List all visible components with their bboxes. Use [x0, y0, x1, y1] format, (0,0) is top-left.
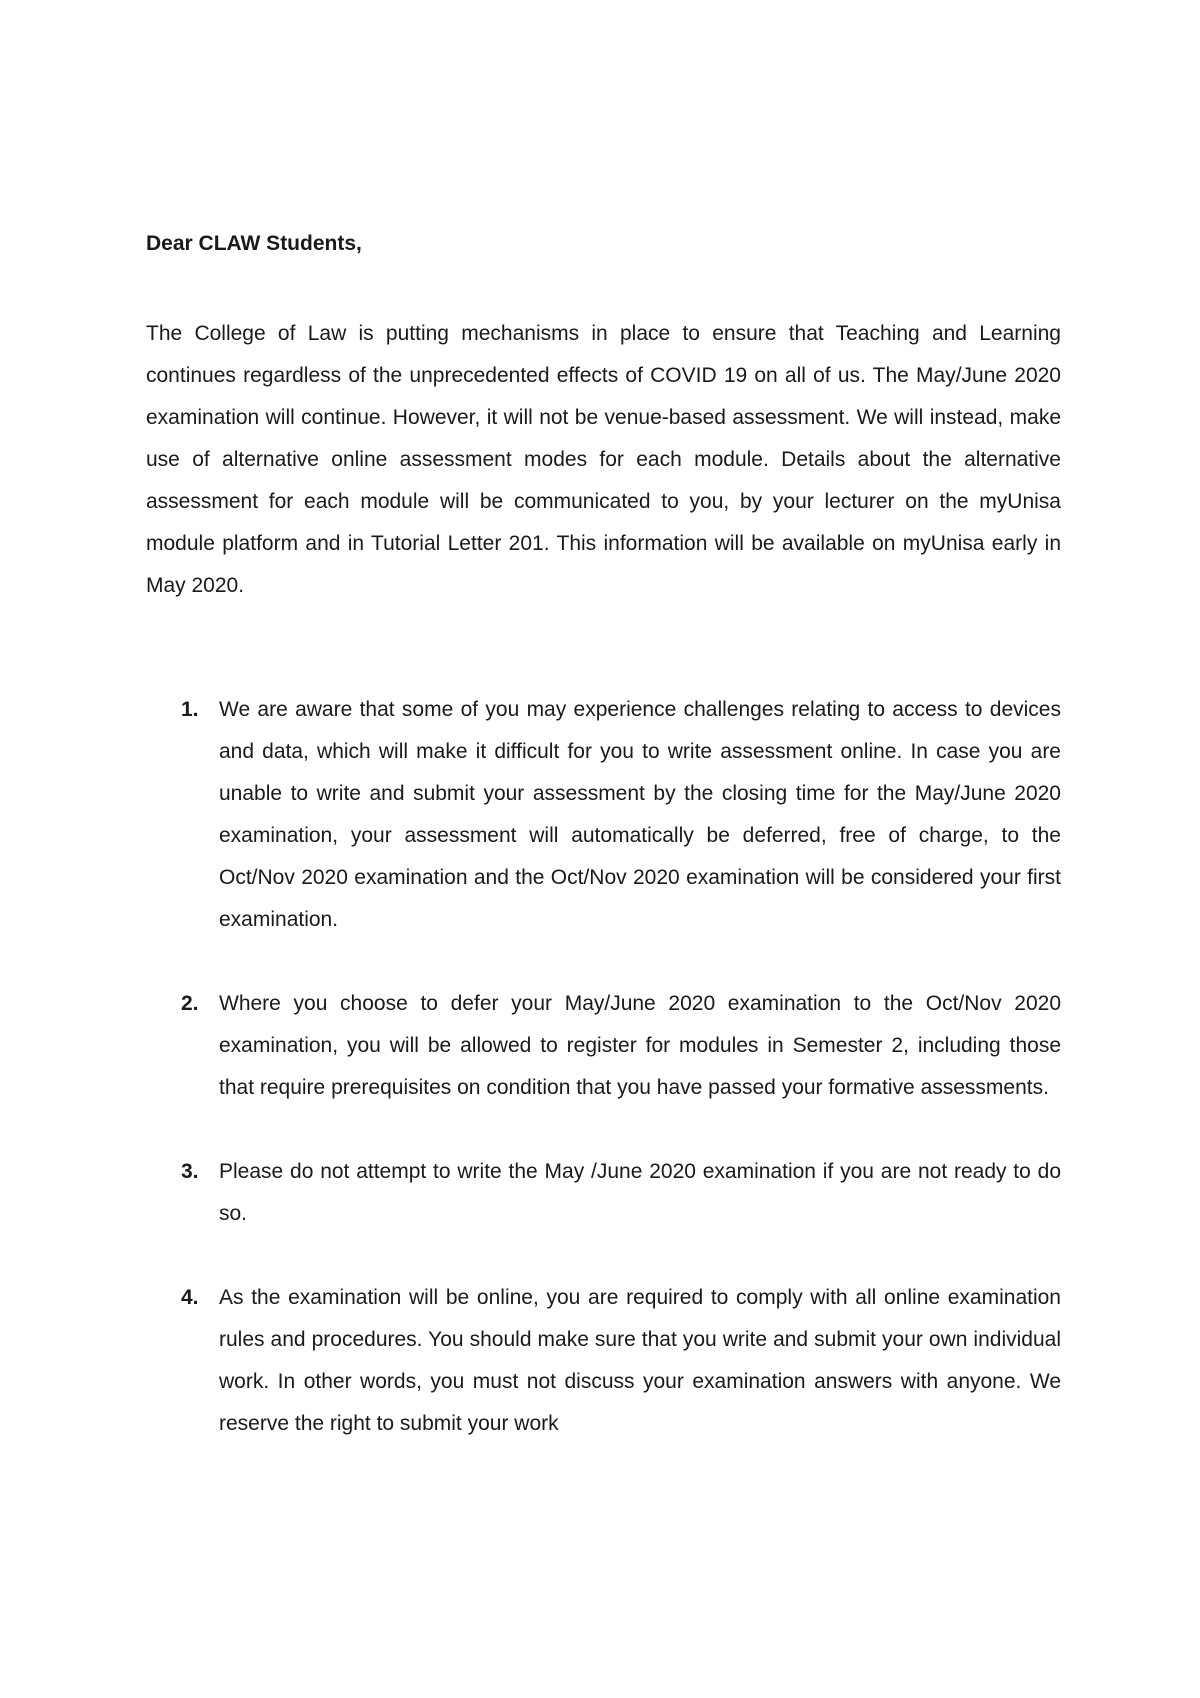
list-item-text: Where you choose to defer your May/June 2020 examination to the Oct/Nov 2020 examination, you will be allowed to register for modules in Semester 2, including those that require prerequisites on condition that you have passed your formative assessments. [219, 992, 1061, 1099]
list-item [146, 983, 1061, 1109]
list-item-number: 2. [181, 992, 199, 1015]
list-item-number: 4. [181, 1286, 199, 1309]
list-item-number: 1. [181, 698, 199, 721]
list-item [146, 1151, 1061, 1235]
intro-paragraph: The College of Law is putting mechanisms in place to ensure that Teaching and Learning continues regardless of the unprecedented effects of COVID 19 on all of us. The May/June 2020 examination will continue. However, it will not be venue-based assessment. We will instead, make use of alternative online assessment modes for each module. Details about the alternative assessment for each module will be communicated to you, by your lecturer on the myUnisa module platform and in Tutorial Letter 201. This information will be available on myUnisa early in May 2020. [146, 322, 1061, 597]
list-item [146, 689, 1061, 941]
salutation: Dear CLAW Students, [146, 232, 362, 255]
list-item-number: 3. [181, 1160, 199, 1183]
list-item-text: We are aware that some of you may experience challenges relating to access to devices and data, which will make it difficult for you to write assessment online. In case you are unable to write and submit your assessment by the closing time for the May/June 2020 examination, your assessment will automatically be deferred, free of charge, to the Oct/Nov 2020 examination and the Oct/Nov 2020 examination will be considered your first examination. [219, 698, 1061, 931]
numbered-list [146, 689, 1061, 1487]
list-item [146, 1277, 1061, 1445]
list-item-text: Please do not attempt to write the May /June 2020 examination if you are not ready to do so. [219, 1160, 1061, 1225]
list-item-text: As the examination will be online, you are required to comply with all online examination rules and procedures. You should make sure that you write and submit your own individual work. In other words, you must not discuss your examination answers with anyone. We reserve the right to submit your work [219, 1286, 1061, 1435]
